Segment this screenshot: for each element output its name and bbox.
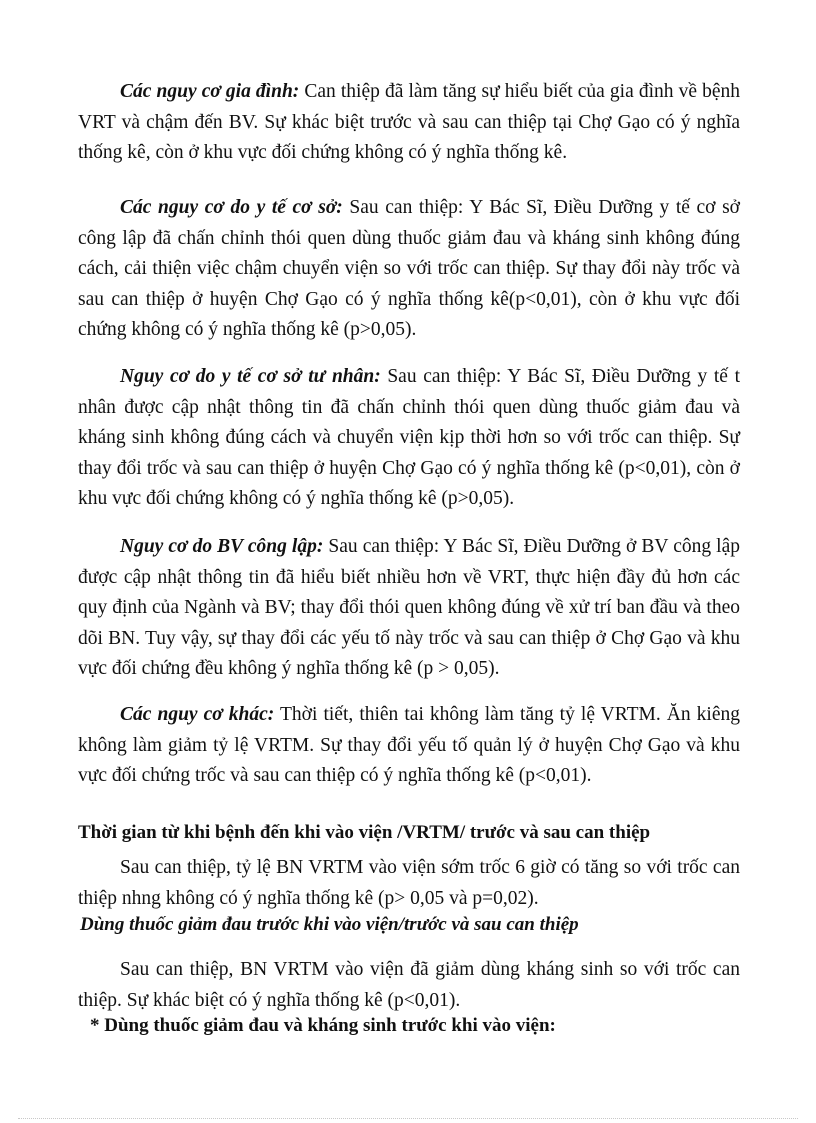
paragraph-text: Sau can thiệp: Y Bác Sĩ, Điều Dưỡng y tế cơ sở công lập đã chấn chỉnh thói quen dùng thuốc giảm đau và kháng sinh không đúng cách, cải thiện việc chậm chuyển viện so với trốc can thiệp. Sự thay đổi này trốc và sau can thiệp ở huyện Chợ Gạo có ý nghĩa thống kê(p<0,01), còn ở khu vực đối chứng không có ý nghĩa thống kê (p>0,05). [78,197,740,340]
paragraph-antibiotic-use: Sau can thiệp, BN VRTM vào viện đã giảm dùng kháng sinh so với trốc can thiệp. Sự khác biệt có ý nghĩa thống kê (p<0,01). [78,959,740,1011]
paragraph-lead: Các nguy cơ khác: [120,704,275,725]
paragraph-public-hospital-risks [78,532,740,685]
paragraph-lead: Các nguy cơ do y tế cơ sở: [120,197,343,218]
paragraph-other-risks [78,700,740,792]
paragraph-family-risks [78,77,740,169]
section-heading-admission-time: Thời gian từ khi bệnh đến khi vào viện /VRTM/ trước và sau can thiệp [78,822,651,843]
paragraph-lead: Nguy cơ do BV công lập: [120,536,324,557]
paragraph-text: Thời tiết, thiên tai không làm tăng tỷ lệ VRTM. Ăn kiêng không làm giảm tỷ lệ VRTM. Sự thay đổi yếu tố quản lý ở huyện Chợ Gạo và khu vực đối chứng trốc và sau can thiệp có ý nghĩa thống kê (p<0,01). [78,704,741,786]
page-bottom-divider [18,1118,798,1119]
paragraph-text: Can thiệp đã làm tăng sự hiểu biết của gia đình về bệnh VRT và chậm đến BV. Sự khác biệt trước và sau can thiệp tại Chợ Gạo có ý nghĩa thống kê, còn ở khu vực đối chứng không có ý nghĩa thống kê. [78,81,740,163]
paragraph-private-care-risks [78,362,740,515]
paragraph-text: Sau can thiệp: Y Bác Sĩ, Điều Dưỡng ở BV công lập được cập nhật thông tin đã hiểu biết nhiều hơn về VRT, thực hiện đầy đủ hơn các quy định của Ngành và BV; thay đổi thói quen không đúng về xử trí ban đầu và theo dõi BN. Tuy vậy, sự thay đổi các yếu tố này trốc và sau can thiệp ở Chợ Gạo và khu vực đối chứng đều không ý nghĩa thống kê (p > 0,05). [78,536,740,679]
paragraph-text: Sau can thiệp: Y Bác Sĩ, Điều Dưỡng y tế t nhân được cập nhật thông tin đã chấn chỉnh thói quen dùng thuốc giảm đau và kháng sinh không đúng cách và chuyển viện kịp thời hơn so với trốc can thiệp. Sự thay đổi trốc và sau can thiệp ở huyện Chợ Gạo có ý nghĩa thống kê (p<0,01), còn ở khu vực đối chứng không có ý nghĩa thống kê (p>0,05). [78,366,740,509]
paragraph-lead: Nguy cơ do y tế cơ sở tư nhân: [120,366,381,387]
paragraph-primary-care-risks [78,193,740,346]
paragraph-lead: Các nguy cơ gia đình: [120,81,300,102]
section-heading-painkiller-use: Dùng thuốc giảm đau trước khi vào viện/trước và sau can thiệp [80,914,579,935]
subheading-painkiller-antibiotic: * Dùng thuốc giảm đau và kháng sinh trước khi vào viện: [90,1015,556,1036]
paragraph-admission-time: Sau can thiệp, tỷ lệ BN VRTM vào viện sớm trốc 6 giờ có tăng so với trốc can thiệp nhng không có ý nghĩa thống kê (p> 0,05 và p=0,02). [78,857,740,909]
